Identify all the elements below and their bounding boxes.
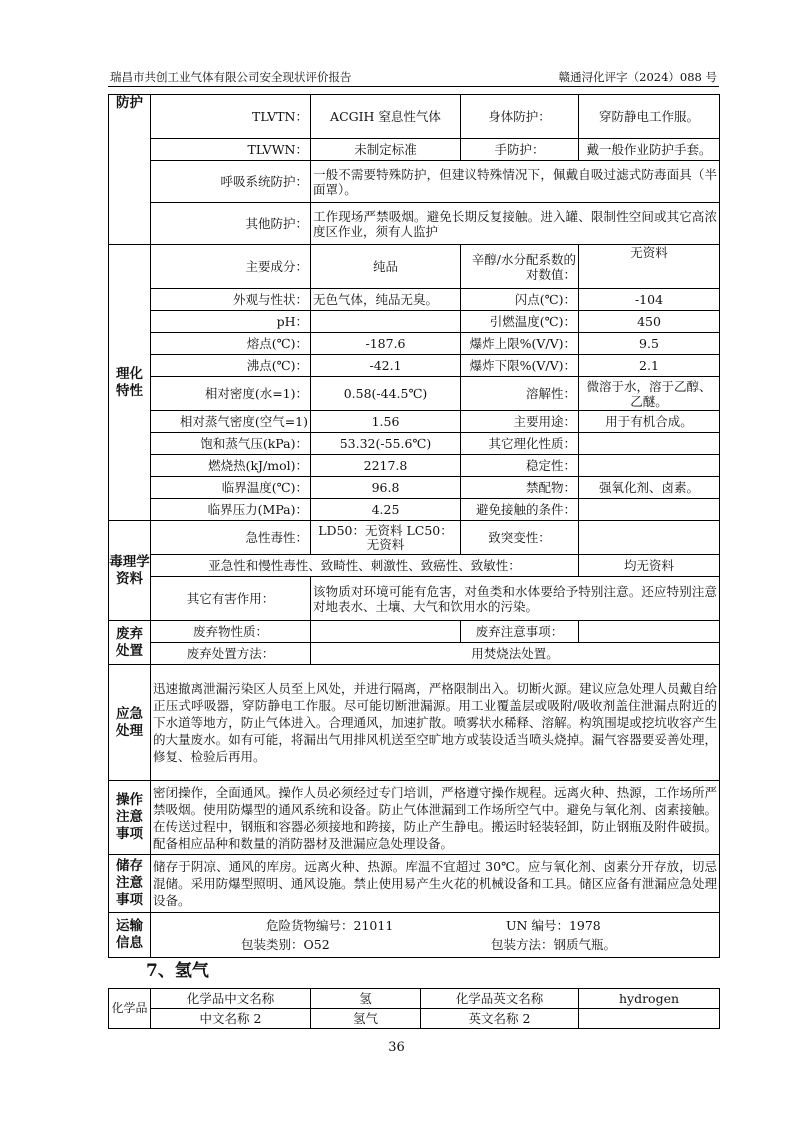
- cn-name-value: 氢: [311, 989, 421, 1009]
- physchem-label: 相对密度(水=1)：: [151, 377, 311, 411]
- physchem-label: 稳定性：: [461, 455, 579, 477]
- waste-nature-value: [311, 621, 461, 643]
- en-name2-label: 英文名称 2: [421, 1009, 579, 1029]
- un-number-label: UN 编号：: [506, 918, 569, 933]
- table-row: [109, 643, 720, 665]
- respiratory-protection-label: 呼吸系统防护：: [151, 161, 311, 203]
- hand-protection-value: 戴一般作业防护手套。: [579, 139, 720, 161]
- physchem-label: 爆炸上限%(V/V)：: [461, 333, 579, 355]
- table-row: [109, 203, 720, 245]
- physchem-label: 爆炸下限%(V/V)：: [461, 355, 579, 377]
- physchem-label: 其它理化性质：: [461, 433, 579, 455]
- physchem-label: 熔点(℃)：: [151, 333, 311, 355]
- en-name-value: hydrogen: [579, 989, 720, 1009]
- physchem-label: 沸点(℃)：: [151, 355, 311, 377]
- physchem-label: 外观与性状：: [151, 289, 311, 311]
- physchem-label: pH：: [151, 311, 311, 333]
- table-row: [109, 289, 720, 311]
- dg-number-label: 危险货物编号：: [266, 918, 354, 933]
- table-row: [109, 95, 720, 139]
- physchem-value: -42.1: [311, 355, 461, 377]
- physchem-value: 9.5: [579, 333, 720, 355]
- page-header: [108, 68, 719, 87]
- acute-toxicity-value: LD50：无资料 LC50：无资料: [311, 521, 461, 555]
- un-number-value: 1978: [568, 918, 601, 933]
- table-row: [109, 913, 720, 958]
- physchem-label: 溶解性：: [461, 377, 579, 411]
- chemical-side-label: 化学品: [109, 989, 151, 1029]
- mutagenicity-value: [579, 521, 720, 555]
- table-row: [109, 411, 720, 433]
- operation-text: 密闭操作，全面通风。操作人员必须经过专门培训，严格遵守操作规程。远离火种、热源，工作场所严禁吸烟。使用防爆型的通风系统和设备。防止气体泄漏到工作场所空气中。避免与氧化剂、卤素接触。在传送过程中，钢瓶和容器必须接地和跨接，防止产生静电。搬运时轻装轻卸，防止钢瓶及附件破损。配备相应品种和数量的消防器材及泄漏应急处理设备。: [151, 781, 720, 855]
- pack-method-label: 包装方法：: [491, 937, 554, 952]
- body-protection-value: 穿防静电工作服。: [579, 95, 720, 139]
- table-row: [109, 355, 720, 377]
- respiratory-protection-value: 一般不需要特殊防护，但建议特殊情况下，佩戴自吸过滤式防毒面具（半面罩）。: [311, 161, 720, 203]
- tlvtn-label: TLVTN：: [151, 95, 311, 139]
- other-protection-value: 工作现场严禁吸烟。避免长期反复接触。进入罐、限制性空间或其它高浓度区作业，须有人监护: [311, 203, 720, 245]
- table-row: [109, 161, 720, 203]
- physchem-value: -187.6: [311, 333, 461, 355]
- physchem-value: 1.56: [311, 411, 461, 433]
- section-disposal: 废弃 处置: [109, 621, 151, 665]
- pack-class-label: 包装类别：: [241, 937, 304, 952]
- table-row: [109, 499, 720, 521]
- subacute-toxicity-label: 亚急性和慢性毒性、致畸性、刺激性、致癌性、致敏性：: [151, 555, 579, 577]
- table-row: [109, 433, 720, 455]
- physchem-label: 临界温度(℃)：: [151, 477, 311, 499]
- section-emergency: 应急 处理: [109, 665, 151, 781]
- dg-number-value: 21011: [353, 918, 394, 933]
- hand-protection-label: 手防护：: [461, 139, 579, 161]
- table-row: [109, 621, 720, 643]
- other-hazard-label: 其它有害作用：: [151, 577, 311, 621]
- tlvwn-label: TLVWN：: [151, 139, 311, 161]
- physchem-value: 强氧化剂、卤素。: [579, 477, 720, 499]
- physchem-label: 相对蒸气密度(空气=1): [151, 411, 311, 433]
- table-row: [109, 665, 720, 781]
- table-row: [109, 781, 720, 855]
- physchem-value: 纯品: [311, 245, 461, 289]
- physchem-value: [579, 455, 720, 477]
- physchem-label: 引燃温度(℃)：: [461, 311, 579, 333]
- table-row: [109, 521, 720, 555]
- physchem-label: 主要成分：: [151, 245, 311, 289]
- physchem-value: 无资料: [579, 245, 720, 289]
- physchem-value: 用于有机合成。: [579, 411, 720, 433]
- pack-class-value: O52: [303, 937, 330, 952]
- table-row: [109, 455, 720, 477]
- acute-toxicity-label: 急性毒性：: [151, 521, 311, 555]
- transport-info: [151, 913, 719, 957]
- physchem-value: -104: [579, 289, 720, 311]
- physchem-label: 燃烧热(kJ/mol)：: [151, 455, 311, 477]
- waste-nature-label: 废弃物性质：: [151, 621, 311, 643]
- table-row: [109, 989, 720, 1009]
- physchem-value: 4.25: [311, 499, 461, 521]
- tlvtn-value: ACGIH 窒息性气体: [311, 95, 461, 139]
- en-name-label: 化学品英文名称: [421, 989, 579, 1009]
- section-toxicology: 毒理学 资料: [109, 521, 151, 621]
- physchem-label: 主要用途：: [461, 411, 579, 433]
- physchem-value: 微溶于水，溶于乙醇、乙醚。: [579, 377, 720, 411]
- physchem-label: 饱和蒸气压(kPa)：: [151, 433, 311, 455]
- waste-method-value: 用焚烧法处置。: [311, 643, 720, 665]
- section-protection: 防护: [109, 95, 151, 245]
- waste-note-value: [579, 621, 720, 643]
- section-transport: 运输 信息: [109, 913, 151, 958]
- physchem-value: 96.8: [311, 477, 461, 499]
- cn-name-label: 化学品中文名称: [151, 989, 311, 1009]
- en-name2-value: [579, 1009, 720, 1029]
- section-7-heading: 7、氢气: [146, 961, 209, 981]
- waste-note-label: 废弃注意事项：: [461, 621, 579, 643]
- table-row: [109, 311, 720, 333]
- physchem-value: [579, 433, 720, 455]
- pack-method-value: 钢质气瓶。: [553, 937, 617, 952]
- physchem-value: 2217.8: [311, 455, 461, 477]
- physchem-label: 临界压力(MPa)：: [151, 499, 311, 521]
- cn-name2-label: 中文名称 2: [151, 1009, 311, 1029]
- table-row: [109, 1009, 720, 1029]
- body-protection-label: 身体防护：: [461, 95, 579, 139]
- physchem-value: 2.1: [579, 355, 720, 377]
- other-hazard-value: 该物质对环境可能有危害，对鱼类和水体要给予特别注意。还应特别注意对地表水、土壤、大气和饮用水的污染。: [311, 577, 720, 621]
- physchem-value: [579, 499, 720, 521]
- hydrogen-table: [108, 988, 720, 1029]
- report-title: 瑞昌市共创工业气体有限公司安全现状评价报告: [110, 70, 352, 84]
- table-row: [109, 555, 720, 577]
- subacute-toxicity-value: 均无资料: [579, 555, 720, 577]
- cn-name2-value: 氢气: [311, 1009, 421, 1029]
- physchem-label: 辛醇/水分配系数的对数值：: [461, 245, 579, 289]
- storage-text: 储存于阴凉、通风的库房。远离火种、热源。库温不宜超过 30℃。应与氧化剂、卤素分开存放，切忌混储。采用防爆型照明、通风设施。禁止使用易产生火花的机械设备和工具。储区应备有泄漏应急处理设备。: [151, 855, 720, 913]
- physchem-value: 450: [579, 311, 720, 333]
- table-row: [109, 377, 720, 411]
- mutagenicity-label: 致突变性：: [461, 521, 579, 555]
- table-row: [109, 477, 720, 499]
- page-number: 36: [388, 1040, 405, 1055]
- physchem-value: 无色气体，纯品无臭。: [311, 289, 461, 311]
- other-protection-label: 其他防护：: [151, 203, 311, 245]
- section-storage: 储存 注意 事项: [109, 855, 151, 913]
- physchem-value: [311, 311, 461, 333]
- emergency-text: 迅速撤离泄漏污染区人员至上风处，并进行隔离，严格限制出入。切断火源。建议应急处理人员戴自给正压式呼吸器，穿防静电工作服。尽可能切断泄漏源。用工业覆盖层或吸附/吸收剂盖住泄漏点附近的下水道等地方，防止气体进入。合理通风，加速扩散。喷雾状水稀释、溶解。构筑围堤或挖坑收容产生的大量废水。如有可能，将漏出气用排风机送至空旷地方或装设适当喷头烧掉。漏气容器要妥善处理，修复、检验后再用。: [151, 665, 720, 781]
- waste-method-label: 废弃处置方法：: [151, 643, 311, 665]
- physchem-value: 53.32(-55.6℃): [311, 433, 461, 455]
- table-row: [109, 245, 720, 289]
- report-number: 赣通浔化评字（2024）088 号: [558, 70, 717, 84]
- table-row: [109, 855, 720, 913]
- section-physchem: 理化 特性: [109, 245, 151, 521]
- physchem-label: 避免接触的条件：: [461, 499, 579, 521]
- table-row: [109, 139, 720, 161]
- table-row: [109, 333, 720, 355]
- section-operation: 操作 注意 事项: [109, 781, 151, 855]
- table-row: [109, 577, 720, 621]
- physchem-label: 闪点(℃)：: [461, 289, 579, 311]
- physchem-value: 0.58(-44.5℃): [311, 377, 461, 411]
- physchem-label: 禁配物：: [461, 477, 579, 499]
- msds-table: [108, 94, 720, 958]
- tlvwn-value: 未制定标准: [311, 139, 461, 161]
